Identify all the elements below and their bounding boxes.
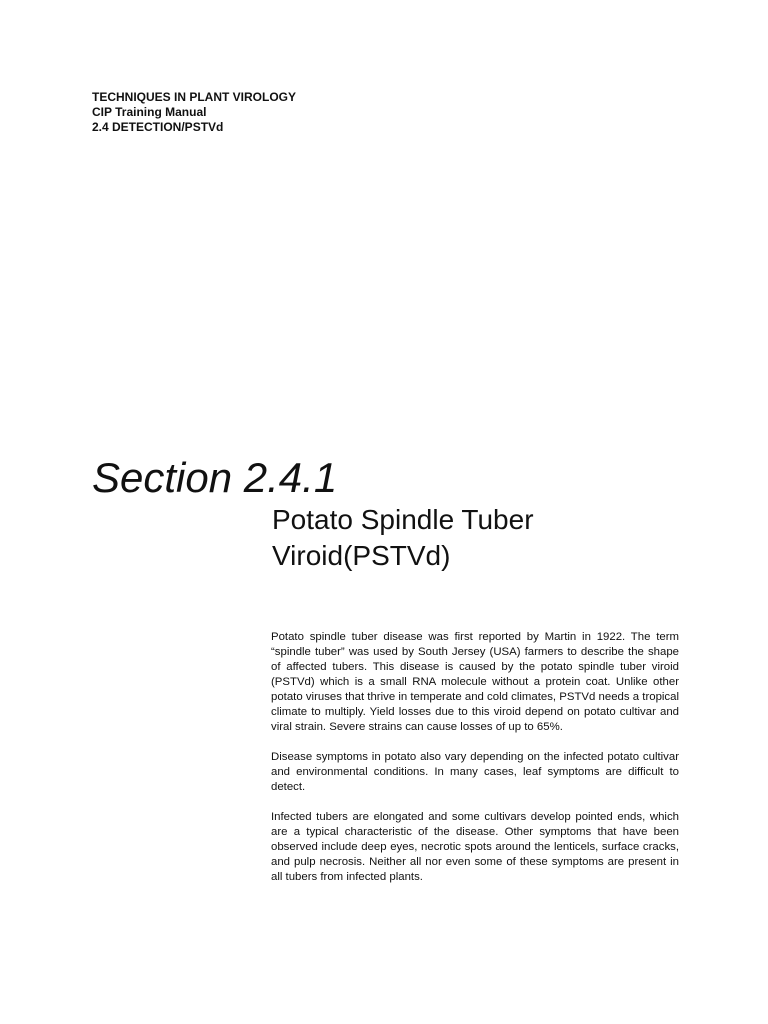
body-text — [271, 630, 679, 885]
document-title — [272, 502, 534, 574]
running-header — [92, 90, 296, 135]
section-number-heading: Section 2.4.1 — [92, 454, 338, 501]
paragraph-introduction: Potato spindle tuber disease was first reported by Martin in 1922. The term “spindle tuber” was used by South Jersey (USA) farmers to describe the shape of affected tubers. This disease is caused by the potato spindle tuber viroid (PSTVd) which is a small RNA molecule without a protein coat. Unlike other potato viruses that thrive in temperate and cold climates, PSTVd needs a tropical climate to multiply. Yield losses due to this viroid depend on potato cultivar and viral strain. Severe strains can cause losses of up to 65%. — [271, 631, 679, 733]
paragraph-tuber-symptoms: Infected tubers are elongated and some cultivars develop pointed ends, which are a typical characteristic of the disease. Other symptoms that have been observed include deep eyes, necrotic spots around the lenticels, surface cracks, and pulp necrosis. Neither all nor even some of these symptoms are present in all tubers from infected plants. — [271, 811, 679, 883]
header-section-ref: 2.4 DETECTION/PSTVd — [92, 120, 224, 134]
header-manual-subtitle: CIP Training Manual — [92, 105, 207, 119]
paragraph-symptoms: Disease symptoms in potato also vary depending on the infected potato cultivar and environmental conditions. In many cases, leaf symptoms are difficult to detect. — [271, 751, 679, 793]
document-title-line-1: Potato Spindle Tuber — [272, 504, 534, 535]
header-manual-title: TECHNIQUES IN PLANT VIROLOGY — [92, 90, 297, 104]
document-title-line-2: Viroid(PSTVd) — [272, 540, 451, 571]
